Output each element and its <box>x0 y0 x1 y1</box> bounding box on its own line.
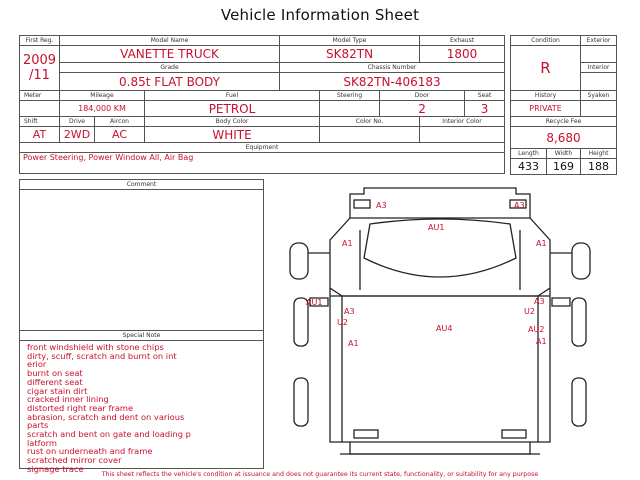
vehicle-damage-diagram <box>270 178 620 468</box>
damage-mark-left-front-fender: A1 <box>342 239 353 248</box>
aircon-label: Aircon <box>95 117 145 127</box>
drive-label: Drive <box>60 117 95 127</box>
exterior-value <box>581 46 617 63</box>
meter-label: Meter <box>20 91 60 101</box>
mileage-label: Mileage <box>60 91 145 101</box>
mileage-value: 184,000 KM <box>60 101 145 117</box>
length-label: Length <box>511 149 547 159</box>
special-note-line: dirty, scuff, scratch and burnt on int <box>27 350 177 361</box>
model-type-label: Model Type <box>280 36 420 46</box>
disclaimer-footer: This sheet reflects the vehicle's condition at issuance and does not guarantee its current state, functionality, or suitability for any purpose <box>101 471 539 478</box>
width-value: 169 <box>547 159 581 175</box>
length-value: 433 <box>511 159 547 175</box>
special-note-line: front windshield with stone chips <box>27 342 164 352</box>
comment-body <box>20 190 263 330</box>
damage-mark-left-cab-a1: A1 <box>348 339 359 348</box>
special-note-line: burnt on seat <box>27 368 83 379</box>
seat-label: Seat <box>465 91 505 101</box>
special-note-line: scratch and bent on gate and loading p <box>27 429 191 440</box>
special-note-line: parts <box>27 420 49 431</box>
body-color-value: WHITE <box>145 127 320 143</box>
exterior-label: Exterior <box>581 36 617 46</box>
interior-value <box>581 73 617 91</box>
special-note-line: cigar stain dirt <box>27 385 88 396</box>
condition-label: Condition <box>511 36 581 46</box>
interior-color-value <box>420 127 505 143</box>
shift-label: Shift <box>20 117 60 127</box>
condition-table <box>510 35 617 175</box>
special-note-line: signage trace <box>27 463 84 474</box>
damage-mark-right-cab-au2: AU2 <box>528 325 545 334</box>
damage-mark-roof: AU1 <box>428 223 445 232</box>
grade-value: 0.85t FLAT BODY <box>60 73 280 91</box>
model-name-value: VANETTE TRUCK <box>60 46 280 63</box>
damage-mark-right-cab-a3: A3 <box>534 297 545 306</box>
damage-mark-left-cab-u2: U2 <box>337 318 348 327</box>
special-note-line: cracked inner lining <box>27 394 109 405</box>
recycle-fee-value: 8,680 <box>511 127 617 149</box>
exhaust-label: Exhaust <box>420 36 505 46</box>
color-no-label: Color No. <box>320 117 420 127</box>
damage-mark-left-cab-a3: A3 <box>344 307 355 316</box>
grade-label: Grade <box>60 63 280 73</box>
seat-value: 3 <box>465 101 505 117</box>
width-label: Width <box>547 149 581 159</box>
syaken-value <box>581 101 617 117</box>
special-note-line: erior <box>27 359 47 370</box>
special-note-label: Special Note <box>20 330 263 341</box>
interior-label: Interior <box>581 63 617 73</box>
damage-mark-right-cab-a1: A1 <box>536 337 547 346</box>
color-no-value <box>320 127 420 143</box>
fuel-label: Fuel <box>145 91 320 101</box>
comment-panel <box>19 179 264 474</box>
exhaust-value: 1800 <box>420 46 505 63</box>
history-value: PRIVATE <box>511 101 581 117</box>
equipment-label: Equipment <box>20 143 505 153</box>
interior-color-label: Interior Color <box>420 117 505 127</box>
sheet-title: Vehicle Information Sheet <box>220 6 420 24</box>
special-note-line: distorted right rear frame <box>27 402 134 413</box>
shift-value: AT <box>20 127 60 143</box>
first-reg-year: 2009 <box>22 53 57 68</box>
condition-value: R <box>511 46 581 91</box>
steering-label: Steering <box>320 91 380 101</box>
special-note-line: scratched mirror cover <box>27 455 122 466</box>
aircon-value: AC <box>95 127 145 143</box>
equipment-value: Power Steering, Power Window All, Air Bag <box>20 153 505 174</box>
body-color-label: Body Color <box>145 117 320 127</box>
damage-mark-left-mirror: AU1 <box>306 298 323 307</box>
model-type-value: SK82TN <box>280 46 420 63</box>
door-value: 2 <box>380 101 465 117</box>
damage-mark-right-cab-u2: U2 <box>524 307 535 316</box>
special-note-line: latform <box>27 437 57 448</box>
first-reg-label: First Reg. <box>20 36 60 46</box>
special-note-list <box>20 341 263 474</box>
recycle-fee-label: Recycle Fee <box>511 117 617 127</box>
model-name-label: Model Name <box>60 36 280 46</box>
height-value: 188 <box>581 159 617 175</box>
first-reg-month: /11 <box>29 68 50 83</box>
comment-label: Comment <box>20 180 263 190</box>
fuel-value: PETROL <box>145 101 320 117</box>
meter-value <box>20 101 60 117</box>
syaken-label: Syaken <box>581 91 617 101</box>
main-info-table <box>19 35 505 174</box>
height-label: Height <box>581 149 617 159</box>
special-note-line: different seat <box>27 376 83 387</box>
special-note-line: abrasion, scratch and dent on various <box>27 411 185 422</box>
chassis-number-value: SK82TN-406183 <box>280 73 505 91</box>
damage-mark-front-center: AU4 <box>436 324 453 333</box>
door-label: Door <box>380 91 465 101</box>
drive-value: 2WD <box>60 127 95 143</box>
special-note-line: rust on underneath and frame <box>27 446 153 457</box>
damage-mark-rear-left: A3 <box>376 201 387 210</box>
damage-mark-rear-right: A3 <box>514 201 525 210</box>
damage-mark-right-front-fender: A1 <box>536 239 547 248</box>
history-label: History <box>511 91 581 101</box>
first-reg-value <box>20 46 60 91</box>
steering-value <box>320 101 380 117</box>
chassis-number-label: Chassis Number <box>280 63 505 73</box>
